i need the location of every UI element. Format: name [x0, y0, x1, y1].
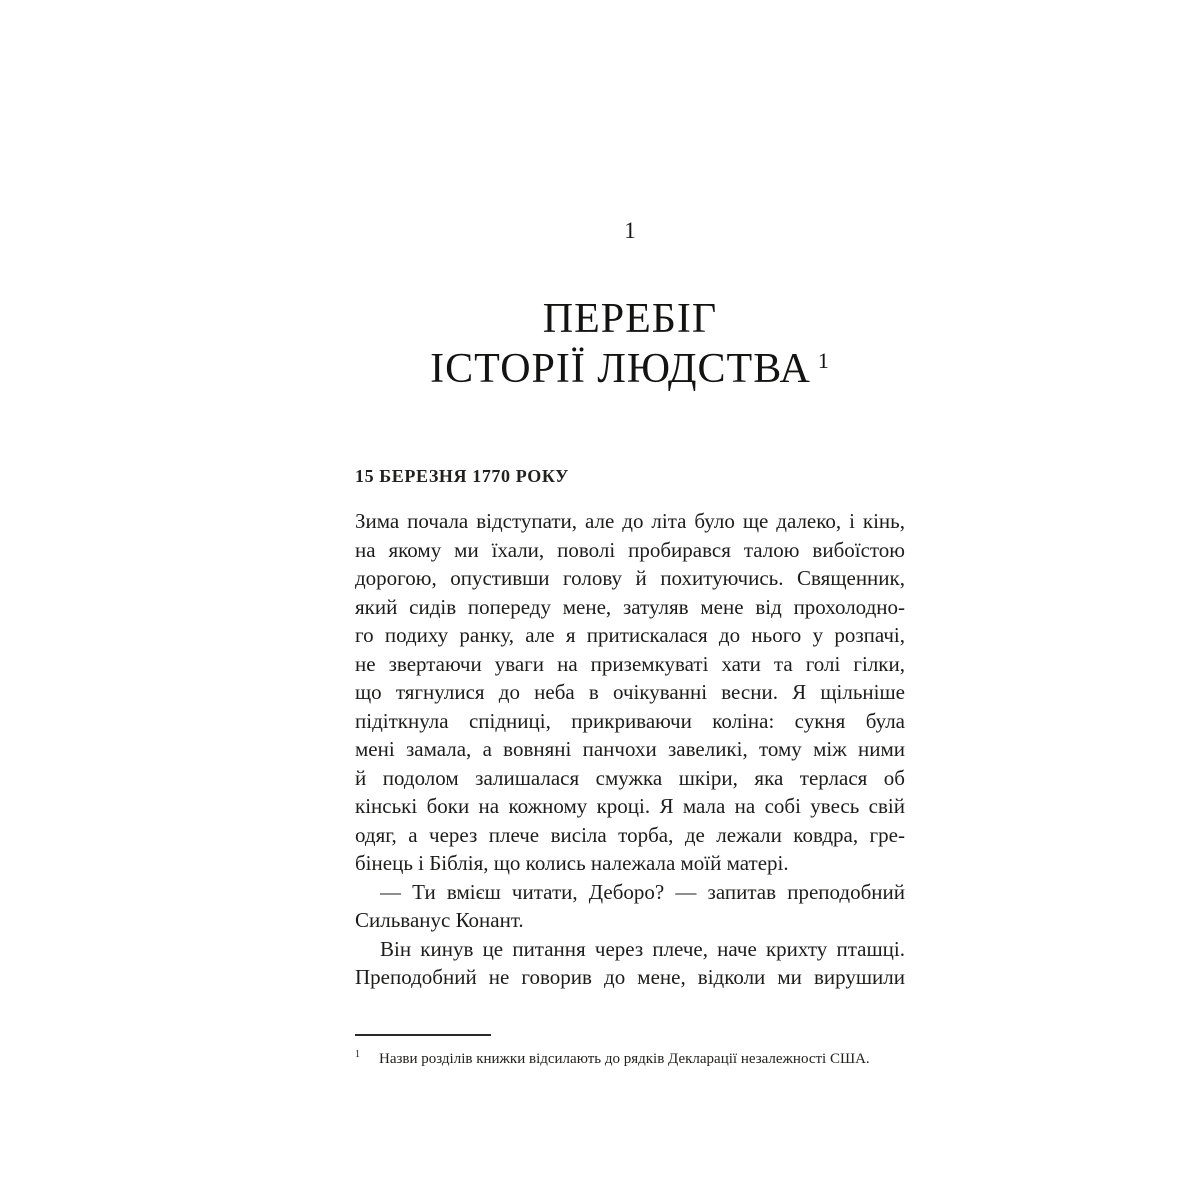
footnote-marker: 1: [355, 1049, 360, 1060]
body-line: дорогою, опустивши голову й похитуючись. Священник,: [355, 566, 905, 590]
body-text: [355, 507, 905, 992]
body-line: одяг, а через плече висіла торба, де лежали ковдра, гре-: [355, 822, 905, 847]
body-line: який сидів попереду мене, затуляв мене від прохолодно-: [355, 594, 905, 619]
footnote: [355, 1034, 905, 1069]
body-line: — Ти вмієш читати, Деборо? — запитав преподобний: [380, 879, 905, 904]
chapter-title-line1: ПЕРЕБІГ: [542, 296, 718, 342]
chapter-title-line2: ІСТОРІЇ ЛЮДСТВА: [430, 346, 811, 392]
body-line: кінські боки на кожному кроці. Я мала на собі увесь свій: [355, 794, 905, 818]
footnote-separator-line: [355, 1034, 491, 1036]
body-line: підіткнула спідниці, прикриваючи коліна: сукня була: [355, 708, 905, 733]
chapter-title: [355, 294, 905, 394]
body-line: мені замала, а вовняні панчохи завеликі, тому між ними: [355, 737, 905, 761]
body-line: й подолом залишалася смужка шкіри, яка терлася об: [355, 765, 905, 790]
footnote-entry: [355, 1045, 905, 1069]
chapter-number: 1: [624, 218, 636, 243]
footnote-text: Назви розділів книжки відсилають до рядків Декларації незалежності США.: [379, 1051, 870, 1067]
body-line: Він кинув це питання через плече, наче крихту пташці.: [380, 936, 905, 961]
body-line: бінець і Біблія, що колись належала моїй матері.: [355, 851, 789, 875]
footnote-reference: 1: [817, 348, 830, 373]
body-line: що тягнулися до неба в очікуванні весни. Я щільніше: [355, 680, 905, 704]
page-content-column: [355, 0, 905, 1200]
body-line: не звертаючи уваги на приземкуваті хати та голі гілки,: [355, 651, 905, 676]
body-line: Сильванус Конант.: [355, 908, 524, 932]
body-line: Преподобний не говорив до мене, відколи ми вирушили: [355, 965, 905, 989]
body-line: го подиху ранку, але я притискалася до нього у розпачі,: [355, 623, 905, 647]
body-line: Зима почала відступати, але до літа було ще далеко, і кінь,: [355, 509, 905, 533]
date-heading: 15 БЕРЕЗНЯ 1770 РОКУ: [355, 466, 569, 486]
body-line: на якому ми їхали, поволі пробирався талою вибоїстою: [355, 537, 905, 562]
